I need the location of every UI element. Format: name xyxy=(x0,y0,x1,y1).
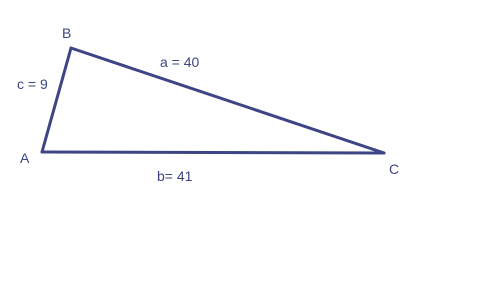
side-label-c: c = 9 xyxy=(17,76,48,92)
vertex-label-c: C xyxy=(389,161,400,177)
side-label-b: b= 41 xyxy=(157,168,193,184)
vertex-label-b: B xyxy=(62,25,72,41)
side-b-line xyxy=(42,152,384,153)
vertex-label-a: A xyxy=(20,150,30,166)
side-a-line xyxy=(71,48,384,153)
side-c-line xyxy=(42,48,71,152)
side-label-a: a = 40 xyxy=(160,54,200,70)
